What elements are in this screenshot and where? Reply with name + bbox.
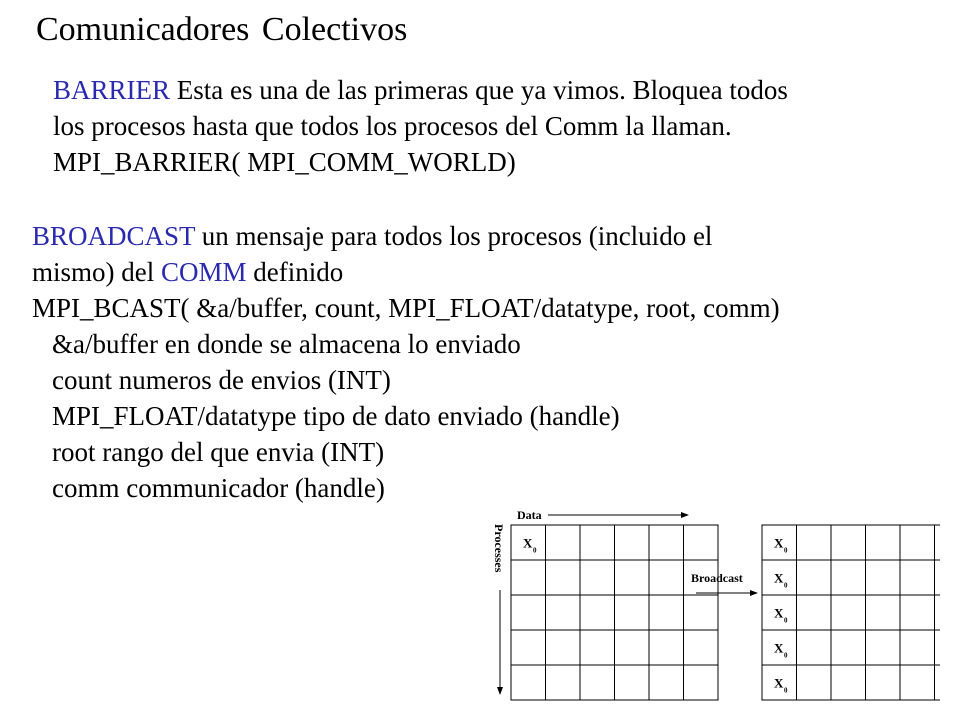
source-cell: [546, 560, 581, 595]
result-cell: [866, 595, 901, 630]
source-cell-box: [580, 665, 615, 700]
source-cell-box: [615, 630, 650, 665]
source-cell: [546, 630, 581, 665]
result-cell-box: [935, 630, 941, 665]
result-cell: [762, 595, 797, 630]
result-cell-box: [900, 665, 935, 700]
result-cell-box: [900, 595, 935, 630]
source-cell: [649, 630, 684, 665]
source-cell: [615, 630, 650, 665]
result-cell-box: [900, 630, 935, 665]
source-cell: [684, 595, 719, 630]
param-root: root rango del que envia (INT): [52, 437, 385, 467]
x0-subscript: 0: [784, 616, 788, 625]
source-cell: [684, 665, 719, 700]
result-grid: [762, 525, 940, 700]
result-cell-box: [831, 665, 866, 700]
source-cell-box: [615, 560, 650, 595]
source-cell: [511, 665, 546, 700]
param-datatype: MPI_FLOAT/datatype tipo de dato enviado (handle): [52, 401, 620, 431]
source-cell-box: [580, 560, 615, 595]
source-cell: [615, 525, 650, 560]
source-cell-box: [684, 630, 719, 665]
result-cell-box: [866, 630, 901, 665]
result-cell-box: [935, 595, 941, 630]
broadcast-line-2: [32, 254, 780, 290]
broadcast-signature: MPI_BCAST( &a/buffer, count, MPI_FLOAT/datatype, root, comm): [32, 293, 780, 323]
result-cell: [831, 560, 866, 595]
source-cell-box: [511, 595, 546, 630]
source-cell-box: [580, 630, 615, 665]
result-cell-box: [797, 665, 832, 700]
x0-subscript: 0: [533, 546, 537, 555]
source-cell-box: [684, 525, 719, 560]
result-cell-box: [797, 525, 832, 560]
result-cell: [797, 665, 832, 700]
source-cell: [684, 525, 719, 560]
result-cell: [935, 595, 941, 630]
result-cell-box: [866, 595, 901, 630]
source-cell: [649, 595, 684, 630]
result-cell: [866, 560, 901, 595]
param-buffer: &a/buffer en donde se almacena lo enviado: [52, 329, 521, 359]
source-cell-box: [684, 665, 719, 700]
source-cell-box: [649, 595, 684, 630]
x0-symbol: X: [774, 535, 784, 551]
result-cell-box: [797, 595, 832, 630]
source-cell: [615, 560, 650, 595]
result-cell-box: [935, 560, 941, 595]
source-cell-box: [511, 665, 546, 700]
result-cell: [935, 665, 941, 700]
broadcast-line-1: [32, 218, 780, 254]
source-cell: [580, 595, 615, 630]
comm-keyword: COMM: [161, 257, 247, 287]
barrier-paragraph: [53, 72, 788, 180]
result-cell: [900, 665, 935, 700]
broadcast-line-2-b: definido: [246, 257, 344, 287]
source-cell-box: [511, 560, 546, 595]
result-cell-box: [866, 665, 901, 700]
broadcast-label: Broadcast: [691, 571, 743, 585]
x0-subscript: 0: [784, 651, 788, 660]
param-comm: comm communicador (handle): [52, 473, 385, 503]
barrier-line-1: [53, 72, 788, 108]
source-cell: [511, 560, 546, 595]
source-cell-box: [615, 665, 650, 700]
result-cell: [831, 525, 866, 560]
x0-symbol: X: [774, 640, 784, 656]
result-cell-box: [866, 560, 901, 595]
source-cell: [546, 595, 581, 630]
source-cell-box: [649, 630, 684, 665]
slide-title: Comunicadores Colectivos: [36, 11, 408, 48]
source-cell: [511, 525, 546, 560]
result-cell: [762, 560, 797, 595]
result-cell-box: [831, 595, 866, 630]
x0-symbol: X: [523, 535, 533, 551]
result-cell: [935, 630, 941, 665]
barrier-line-1-text: Esta es una de las primeras que ya vimos. Bloquea todos: [170, 75, 788, 105]
result-cell: [866, 665, 901, 700]
source-cell-box: [511, 630, 546, 665]
result-cell-box: [831, 630, 866, 665]
x0-subscript: 0: [784, 581, 788, 590]
result-cell-box: [831, 560, 866, 595]
barrier-keyword: BARRIER: [53, 75, 171, 105]
result-cell-box: [797, 630, 832, 665]
result-cell: [762, 630, 797, 665]
result-cell-box: [797, 560, 832, 595]
barrier-line-2: los procesos hasta que todos los procesos del Comm la llaman.: [53, 111, 732, 141]
broadcast-paragraph: [32, 218, 780, 506]
source-cell-box: [615, 525, 650, 560]
broadcast-keyword: BROADCAST: [32, 221, 196, 251]
result-cell: [866, 525, 901, 560]
data-label: Data: [517, 508, 542, 522]
source-cell: [580, 630, 615, 665]
source-cell: [649, 665, 684, 700]
source-cell-box: [649, 525, 684, 560]
x0-symbol: X: [774, 605, 784, 621]
result-cell-box: [935, 665, 941, 700]
result-cell: [762, 665, 797, 700]
source-cell: [546, 665, 581, 700]
result-cell-box: [831, 525, 866, 560]
source-cell-box: [580, 595, 615, 630]
source-cell-box: [546, 630, 581, 665]
processes-label: Processes: [492, 524, 506, 573]
barrier-signature: MPI_BARRIER( MPI_COMM_WORLD): [53, 147, 516, 177]
source-cell-box: [649, 665, 684, 700]
broadcast-line-1-text: un mensaje para todos los procesos (incluido el: [195, 221, 713, 251]
source-cell: [615, 665, 650, 700]
source-cell-box: [546, 595, 581, 630]
result-cell: [900, 560, 935, 595]
result-cell: [797, 525, 832, 560]
source-cell-box: [615, 595, 650, 630]
source-cell-box: [684, 595, 719, 630]
result-cell-box: [866, 525, 901, 560]
source-cell-box: [649, 560, 684, 595]
x0-subscript: 0: [784, 686, 788, 695]
x0-symbol: X: [774, 570, 784, 586]
result-cell: [866, 630, 901, 665]
result-cell: [900, 595, 935, 630]
source-cell: [580, 560, 615, 595]
source-cell: [649, 560, 684, 595]
result-cell: [831, 665, 866, 700]
source-cell: [580, 665, 615, 700]
x0-subscript: 0: [784, 546, 788, 555]
result-cell-box: [900, 560, 935, 595]
result-cell: [831, 630, 866, 665]
result-cell-box: [935, 525, 941, 560]
source-grid: [511, 525, 718, 700]
result-cell: [762, 525, 797, 560]
source-cell-box: [546, 560, 581, 595]
source-cell-box: [546, 665, 581, 700]
source-cell: [649, 525, 684, 560]
source-cell-box: [580, 525, 615, 560]
result-cell: [900, 525, 935, 560]
source-cell: [511, 595, 546, 630]
source-cell: [511, 630, 546, 665]
source-cell-box: [546, 525, 581, 560]
x0-symbol: X: [774, 675, 784, 691]
broadcast-diagram: [470, 498, 940, 708]
source-cell: [546, 525, 581, 560]
result-cell: [900, 630, 935, 665]
param-count: count numeros de envios (INT): [52, 365, 391, 395]
source-cell: [684, 630, 719, 665]
result-cell: [797, 595, 832, 630]
result-cell: [797, 560, 832, 595]
source-cell: [580, 525, 615, 560]
broadcast-line-2-a: mismo) del: [32, 257, 161, 287]
result-cell: [935, 525, 941, 560]
source-cell: [615, 595, 650, 630]
result-cell: [935, 560, 941, 595]
result-cell: [831, 595, 866, 630]
result-cell-box: [900, 525, 935, 560]
result-cell: [797, 630, 832, 665]
